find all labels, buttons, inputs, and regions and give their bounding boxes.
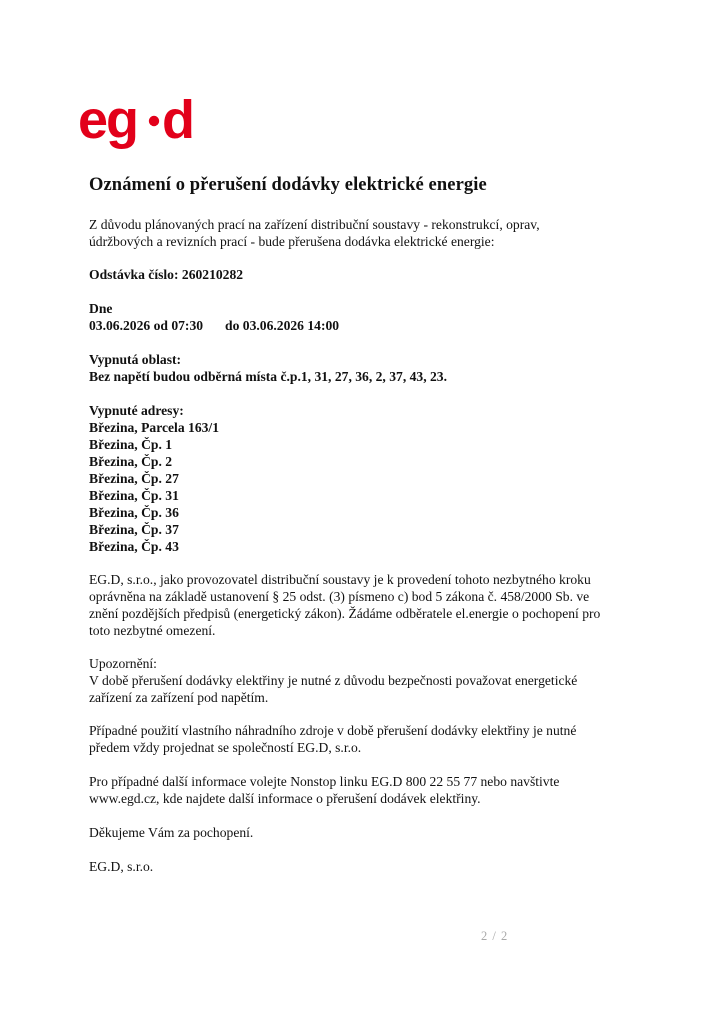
signature: EG.D, s.r.o. (89, 859, 154, 874)
backup-paragraph (89, 722, 576, 756)
warning-line: zařízení za zařízení pod napětím. (89, 690, 269, 705)
legal-line: znění pozdějších předpisů (energetický zákon). Žádáme odběratele el.energie o pochopení pro (89, 606, 601, 621)
area-label: Vypnutá oblast: (89, 352, 182, 367)
date-range (89, 317, 339, 334)
page-title: Oznámení o přerušení dodávky elektrické energie (89, 175, 487, 195)
address-item: Březina, Čp. 37 (89, 522, 179, 537)
area-text: Bez napětí budou odběrná místa č.p.1, 31, 27, 36, 2, 37, 43, 23. (89, 369, 447, 384)
backup-line: předem vždy projednat se společností EG.D, s.r.o. (89, 740, 362, 755)
warning-paragraph (89, 655, 577, 706)
address-item: Březina, Čp. 1 (89, 437, 173, 452)
date-from: 03.06.2026 od 07:30 (89, 318, 204, 333)
thanks-text: Děkujeme Vám za pochopení. (89, 825, 254, 840)
legal-line: toto nezbytné omezení. (89, 623, 216, 638)
address-item: Březina, Čp. 43 (89, 539, 179, 554)
addresses-label: Vypnuté adresy: (89, 403, 184, 418)
legal-line: EG.D, s.r.o., jako provozovatel distribuční soustavy je k provedení tohoto nezbytného kroku (89, 572, 591, 587)
egd-logo-graphic (78, 92, 210, 152)
info-line: www.egd.cz, kde najdete další informace o přerušení dodávek elektřiny. (89, 791, 481, 806)
intro-line: Z důvodu plánovaných prací na zařízení distribuční soustavy - rekonstrukcí, oprav, (89, 217, 540, 232)
address-item: Březina, Čp. 2 (89, 454, 173, 469)
address-item: Březina, Čp. 36 (89, 505, 179, 520)
legal-paragraph (89, 571, 600, 639)
outage-number: Odstávka číslo: 260210282 (89, 267, 244, 282)
intro-line: údržbových a revizních prací - bude přerušena dodávka elektrické energie: (89, 234, 495, 249)
legal-line: oprávněna na základě ustanovení § 25 odst. (3) písmeno c) bod 5 zákona č. 458/2000 Sb. ve (89, 589, 590, 604)
addresses-section (89, 402, 219, 555)
date-to: do 03.06.2026 14:00 (225, 318, 340, 333)
address-item: Březina, Čp. 31 (89, 488, 179, 503)
address-item: Březina, Čp. 27 (89, 471, 179, 486)
area-section (89, 351, 447, 385)
intro-paragraph (89, 216, 540, 250)
date-label: Dne (89, 301, 113, 316)
svg-text:eg: eg (78, 92, 138, 150)
warning-line: V době přerušení dodávky elektřiny je nutné z důvodu bezpečnosti považovat energetické (89, 673, 578, 688)
date-section (89, 300, 339, 334)
info-line: Pro případné další informace volejte Nonstop linku EG.D 800 22 55 77 nebo navštivte (89, 774, 560, 789)
info-paragraph (89, 773, 559, 807)
backup-line: Případné použití vlastního náhradního zdroje v době přerušení dodávky elektřiny je nutné (89, 723, 577, 738)
address-item: Březina, Parcela 163/1 (89, 420, 219, 435)
warning-label: Upozornění: (89, 656, 157, 671)
egd-logo (78, 92, 210, 157)
address-list (89, 419, 219, 555)
page-number: 2 / 2 (481, 929, 509, 943)
svg-text:d: d (162, 92, 195, 150)
